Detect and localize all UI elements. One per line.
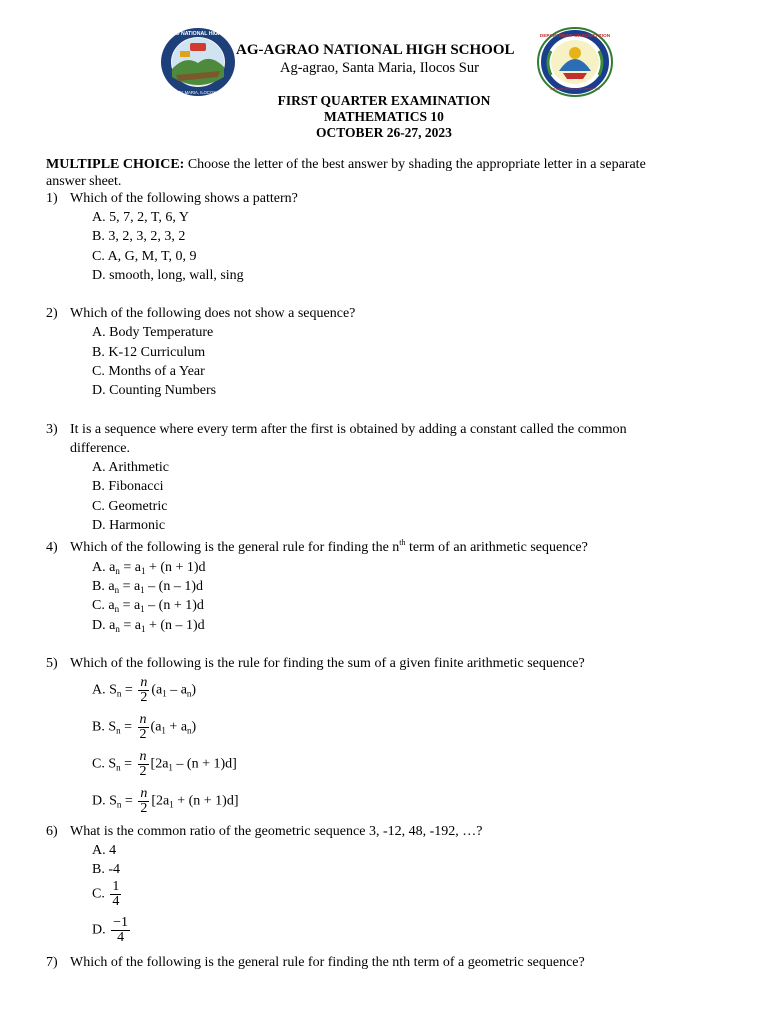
option-text: B. S [92, 719, 117, 735]
option: A. 4 [92, 843, 117, 858]
fraction-numerator: 1 [112, 879, 120, 894]
option: C. A, G, M, T, 0, 9 [92, 249, 197, 264]
option-text: [2a [151, 793, 170, 809]
fraction [138, 676, 149, 705]
subscript: n [116, 762, 121, 773]
fraction-numerator: n [140, 786, 148, 801]
question-number: 3) [46, 422, 58, 437]
question-text: Which of the following does not show a sequence? [70, 306, 356, 321]
option-text: C. a [92, 598, 115, 613]
question-text: Which of the following is the general rule for finding the nth term of a geometric sequence? [70, 955, 585, 970]
subscript: n [115, 624, 120, 634]
instructions [46, 156, 646, 173]
question-text [70, 539, 588, 556]
instructions-label: MULTIPLE CHOICE: [46, 157, 185, 172]
option-text: = [121, 682, 137, 698]
option-text: D. [92, 922, 106, 938]
subscript: n [114, 585, 120, 595]
fraction-denominator: 4 [117, 930, 125, 945]
subscript: n [187, 725, 192, 736]
option [92, 880, 123, 909]
question-number: 2) [46, 306, 58, 321]
fraction-denominator: 4 [112, 894, 120, 909]
subscript: n [115, 566, 120, 576]
option-text: B. a [92, 579, 115, 594]
option-text: D. S [92, 793, 117, 809]
subscript: n [116, 799, 122, 810]
school-name: AG-AGRAO NATIONAL HIGH SCHOOL [236, 42, 515, 58]
subscript: 1 [140, 585, 145, 595]
option-text: ) [191, 682, 197, 698]
subscript: n [116, 688, 122, 699]
option-text: = a [119, 579, 141, 594]
right-logo-subtext: Schools Division of Ilocos Sur [549, 87, 601, 91]
option-text: – (n + 1)d] [172, 756, 237, 772]
option-text: + a [165, 719, 188, 735]
school-address: Ag-agrao, Santa Maria, Ilocos Sur [280, 60, 479, 76]
option-text: + (n + 1)d [145, 560, 206, 575]
option: B. K-12 Curriculum [92, 345, 206, 360]
instructions-text-2: answer sheet. [46, 174, 122, 189]
subscript: 1 [140, 566, 146, 576]
option: A. Arithmetic [92, 460, 169, 475]
option: B. 3, 2, 3, 2, 3, 2 [92, 229, 186, 244]
right-logo-text: DEPARTMENT OF EDUCATION [539, 34, 611, 39]
deped-logo [537, 27, 613, 97]
option [92, 713, 196, 742]
option [92, 750, 237, 779]
fraction [111, 916, 130, 945]
fraction-denominator: 2 [140, 801, 148, 816]
option [92, 578, 203, 595]
left-logo-subtext: SANTA MARIA, ILOCOS SUR [170, 90, 226, 95]
question-text: Which of the following is the rule for finding the sum of a given finite arithmetic sequence? [70, 656, 585, 671]
option: A. Body Temperature [92, 325, 214, 340]
option-text: C. S [92, 756, 117, 772]
instructions-text: Choose the letter of the best answer by shading the appropriate letter in a separate [184, 157, 646, 172]
subscript: 1 [169, 799, 174, 810]
option-text: = a [119, 618, 141, 633]
option-text: = [120, 756, 136, 772]
option [92, 597, 204, 614]
question-text: Which of the following shows a pattern? [70, 191, 298, 206]
question-text-part: Which of the following is the general rule for finding the n [70, 540, 400, 555]
option [92, 787, 238, 816]
fraction-denominator: 2 [139, 727, 147, 742]
fraction-numerator: n [140, 675, 148, 690]
fraction-denominator: 2 [139, 764, 147, 779]
option [92, 559, 206, 576]
fraction [138, 750, 149, 779]
fraction [110, 880, 121, 909]
exam-date: OCTOBER 26-27, 2023 [316, 125, 452, 140]
subscript: n [186, 688, 192, 699]
fraction-numerator: −1 [113, 915, 129, 930]
option-text: = a [119, 598, 141, 613]
question-number: 6) [46, 824, 58, 839]
question-text: What is the common ratio of the geometric sequence 3, -12, 48, -192, …? [70, 824, 483, 839]
option: C. Months of a Year [92, 364, 205, 379]
question-number: 4) [46, 540, 58, 555]
fraction [138, 713, 149, 742]
option-text: D. a [92, 618, 116, 633]
question-number: 5) [46, 656, 58, 671]
option-text: [2a [150, 756, 169, 772]
option: A. 5, 7, 2, T, 6, Y [92, 210, 189, 225]
option-text: = [120, 719, 136, 735]
option-text: = [121, 793, 137, 809]
question-text-part: term of an arithmetic sequence? [405, 540, 588, 555]
subscript: 1 [162, 688, 167, 699]
option [92, 916, 132, 945]
left-logo-text: AG-AGRAO NATIONAL HIGH SCHOOL [150, 31, 246, 37]
question-text-continued: difference. [70, 441, 130, 456]
option: C. Geometric [92, 499, 168, 514]
option-text: + (n – 1)d [145, 618, 205, 633]
option-text: (a [150, 719, 162, 735]
option-text: A. S [92, 682, 117, 698]
subscript: 1 [161, 725, 166, 736]
subscript: n [116, 725, 121, 736]
fraction-numerator: n [139, 712, 147, 727]
option-text: + (n + 1)d] [173, 793, 239, 809]
option-text: ) [191, 719, 197, 735]
option: D. Counting Numbers [92, 383, 217, 398]
fraction [138, 787, 149, 816]
subscript: 1 [140, 604, 145, 614]
option: B. Fibonacci [92, 479, 164, 494]
subscript: n [114, 604, 120, 614]
option: D. Harmonic [92, 518, 166, 533]
option [92, 676, 196, 705]
option-text: – a [166, 682, 187, 698]
question-number: 1) [46, 191, 58, 206]
option-text: A. a [92, 560, 116, 575]
exam-title: FIRST QUARTER EXAMINATION [277, 93, 491, 108]
option-text: C. [92, 886, 105, 902]
school-logo [150, 27, 246, 97]
option-text: = a [119, 560, 141, 575]
subscript: 1 [140, 624, 146, 634]
option [92, 617, 205, 634]
subscript: 1 [168, 762, 173, 773]
option-text: – (n + 1)d [144, 598, 204, 613]
option: D. smooth, long, wall, sing [92, 268, 244, 283]
superscript: th [399, 538, 406, 547]
exam-subject: MATHEMATICS 10 [324, 109, 444, 124]
option: B. -4 [92, 862, 120, 877]
fraction-denominator: 2 [140, 690, 148, 705]
question-number: 7) [46, 955, 58, 970]
fraction-numerator: n [139, 749, 147, 764]
option-text: (a [151, 682, 163, 698]
option-text: – (n – 1)d [144, 579, 203, 594]
question-text: It is a sequence where every term after the first is obtained by adding a constant called the common [70, 422, 627, 437]
